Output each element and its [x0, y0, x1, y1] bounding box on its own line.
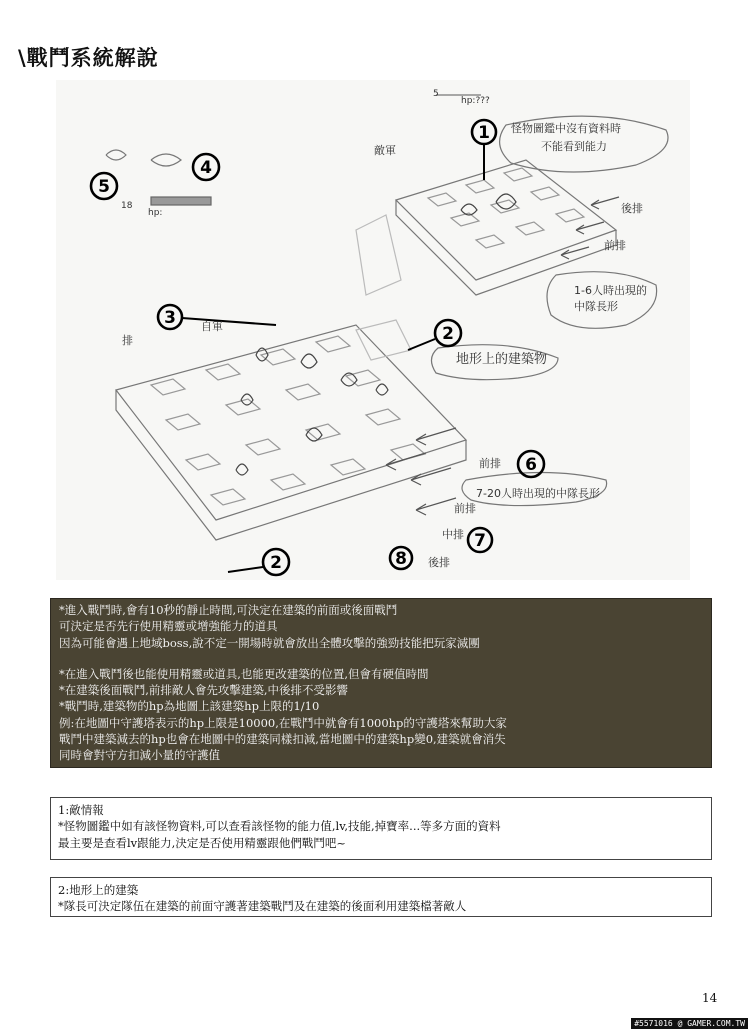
handwritten-note: hp: — [148, 208, 163, 218]
handwritten-note: 前排 — [454, 502, 476, 515]
handwritten-note: 1-6人時出現的 — [574, 284, 647, 297]
callout-number: 2 — [270, 553, 282, 573]
page-number: 14 — [702, 991, 718, 1005]
callout-number: 1 — [478, 123, 490, 143]
handwritten-note: 5 — [433, 89, 439, 99]
callout-number: 4 — [200, 158, 212, 178]
sketch-drawing — [56, 80, 690, 580]
handwritten-note: 地形上的建築物 — [456, 352, 548, 367]
rule-line: *在建築後面戰鬥,前排敵人會先攻擊建築,中後排不受影響 — [59, 683, 349, 698]
rule-line: 同時會對守方扣減小量的守護值 — [59, 748, 220, 763]
page-title: \戰鬥系統解說 — [18, 46, 159, 70]
handwritten-note: 7-20人時出現的中隊長形 — [476, 487, 600, 500]
battle-sketch-illustration — [56, 80, 690, 580]
rule-line — [59, 651, 703, 666]
enemy-info-box — [50, 797, 712, 860]
rule-line: *進入戰鬥時,會有10秒的靜止時間,可決定在建築的前面或後面戰鬥 — [59, 603, 398, 617]
box-heading: 2:地形上的建築 — [58, 883, 139, 897]
box-line: *隊長可決定隊伍在建築的前面守護著建築戰鬥及在建築的後面利用建築檔著敵人 — [58, 899, 467, 914]
box-line: *怪物圖鑑中如有該怪物資料,可以查看該怪物的能力值,lv,技能,掉寶率...等多方面的資料 — [58, 819, 501, 834]
handwritten-note: 前排 — [479, 457, 501, 470]
rule-line: 因為可能會遇上地域boss,說不定一開場時就會放出全體攻擊的強勁技能把玩家滅團 — [59, 635, 480, 650]
handwritten-note: hp:??? — [461, 96, 490, 106]
callout-number: 6 — [525, 455, 537, 475]
battle-rules-box — [50, 598, 712, 768]
callout-number: 8 — [395, 549, 407, 569]
rule-line: 例:在地圖中守護塔表示的hp上限是10000,在戰鬥中就會有1000hp的守護塔來幫助大家 — [59, 715, 507, 730]
box-line: 最主要是查看lv跟能力,決定是否使用精靈跟他們戰鬥吧~ — [58, 835, 346, 850]
handwritten-note: 不能看到能力 — [541, 140, 607, 153]
handwritten-note: 排 — [122, 334, 133, 347]
box-heading: 1:敵情報 — [58, 803, 104, 817]
rule-line: 可決定是否先行使用精靈或增強能力的道具 — [59, 619, 278, 634]
handwritten-note: 中隊長形 — [574, 300, 618, 313]
callout-number: 2 — [442, 324, 454, 344]
watermark: #5571016 @ GAMER.COM.TW — [631, 1018, 748, 1029]
callout-number: 7 — [474, 531, 486, 551]
handwritten-note: 前排 — [604, 239, 626, 252]
callout-number: 5 — [98, 177, 110, 197]
handwritten-note: 中排 — [442, 528, 464, 541]
rule-line: *在進入戰鬥後也能使用精靈或道具,也能更改建築的位置,但會有硬值時間 — [59, 666, 429, 681]
handwritten-note: 敵軍 — [374, 144, 396, 157]
rule-line: *戰鬥時,建築物的hp為地圖上該建築hp上限的1/10 — [59, 699, 320, 714]
rule-line: 戰鬥中建築減去的hp也會在地圖中的建築同樣扣減,當地圖中的建築hp變0,建築就會消失 — [59, 732, 506, 747]
callout-number: 3 — [164, 308, 176, 328]
terrain-building-box — [50, 877, 712, 917]
handwritten-note: 後排 — [428, 556, 450, 569]
handwritten-note: 後排 — [621, 202, 643, 215]
handwritten-note: 怪物圖鑑中沒有資料時 — [511, 122, 621, 135]
handwritten-note: 18 — [121, 201, 133, 211]
handwritten-note: 自軍 — [201, 320, 223, 333]
